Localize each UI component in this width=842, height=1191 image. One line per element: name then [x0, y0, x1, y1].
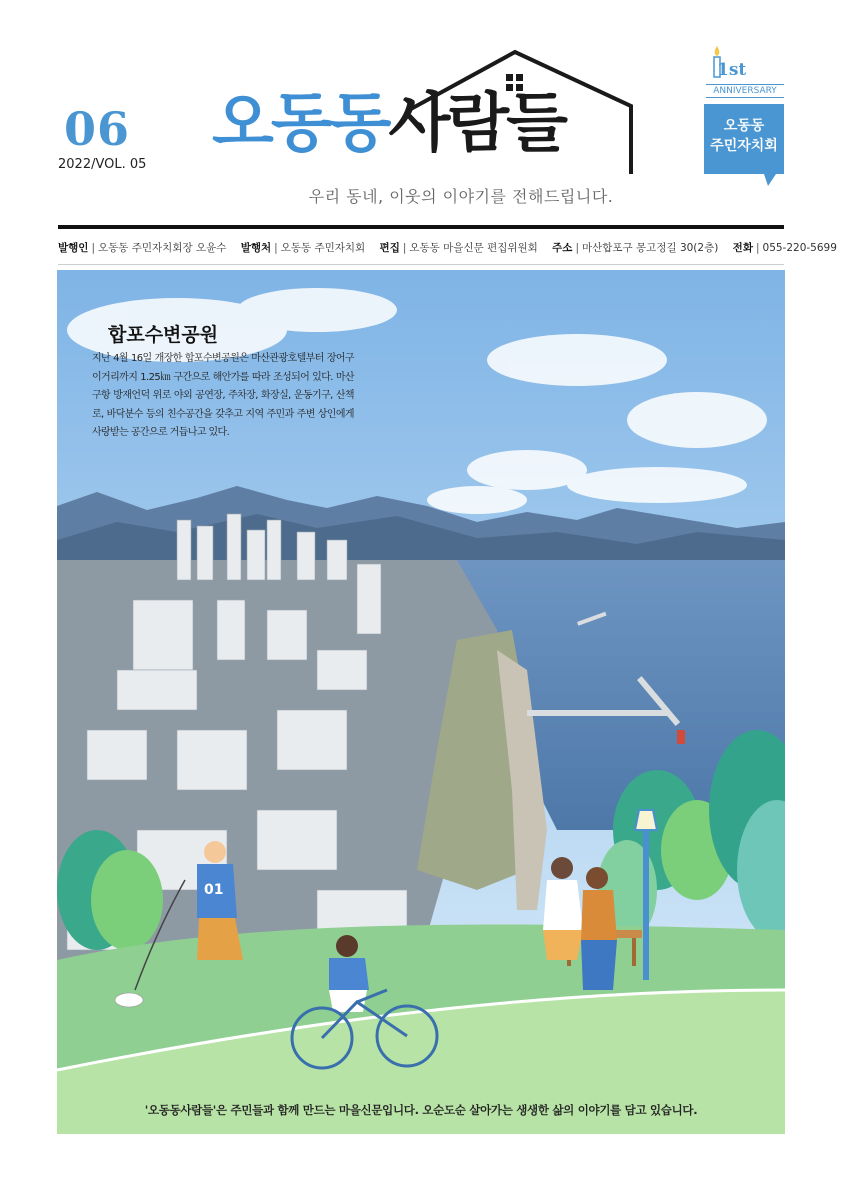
info-label-phone: 전화: [732, 242, 753, 254]
info-value-editor: 오동동 마을신문 편집위원회: [409, 242, 538, 254]
info-label-address: 주소: [552, 242, 573, 254]
jersey-number: 01: [204, 882, 224, 898]
publisher-info-bar: 발행인 | 오동동 주민자치회장 오윤수 발행처 | 오동동 주민자치회 편집 | 오동동 마을신문 편집위원회 주소 | 마산합포구 몽고정길 30(2층) 전화 | 055-220-5699: [58, 242, 837, 254]
masthead-rule: [58, 225, 784, 229]
issue-number: 06: [64, 102, 131, 156]
info-value-issuer: 오동동 주민자치회: [280, 242, 366, 254]
org-badge-line1: 오동동: [723, 118, 765, 134]
footer-note: '오동동사람들'은 주민들과 함께 만드는 마을신문입니다. 오순도순 살아가는 생생한 삶의 이야기를 담고 있습니다.: [144, 1103, 698, 1117]
info-rule: [58, 264, 784, 265]
info-label-issuer: 발행처: [240, 242, 272, 254]
info-value-publisher: 오동동 주민자치회장 오윤수: [97, 242, 227, 254]
tagline-text: 우리 동네, 이웃의 이야기를 전해드립니다.: [308, 187, 614, 206]
info-label-publisher: 발행인: [58, 242, 89, 254]
masthead-title-blue: 오동동: [212, 87, 389, 161]
info-value-address: 마산합포구 몽고정길 30(2층): [581, 242, 719, 254]
tagline: [0, 184, 842, 207]
masthead-title: [212, 87, 565, 161]
article-title: 합포수변공원: [108, 324, 219, 346]
org-badge-line2: 주민자치회: [710, 138, 778, 154]
issue-date-volume: 2022/VOL. 05: [58, 157, 147, 172]
org-badge-text: [704, 116, 784, 156]
info-value-phone: 055-220-5699: [762, 242, 837, 254]
masthead-title-black: 사람들: [388, 87, 565, 161]
info-label-editor: 편집: [379, 242, 400, 254]
anniversary-number: 1st: [717, 60, 747, 80]
article-body: 지난 4월 16일 개장한 합포수변공원은 마산관광호텔부터 장어구이거리까지 1.25㎞ 구간으로 해안가를 따라 조성되어 있다. 마산구항 방재언덕 위로 야외 공연장, 주차장, 화장실, 운동기구, 산책로, 바닥분수 등의 친수공간을 갖추고 지역 주민과 주변 상인에게 사랑받는 공간으로 거듭나고 있다.: [92, 353, 354, 438]
anniversary-word: ANNIVERSARY: [706, 84, 784, 98]
